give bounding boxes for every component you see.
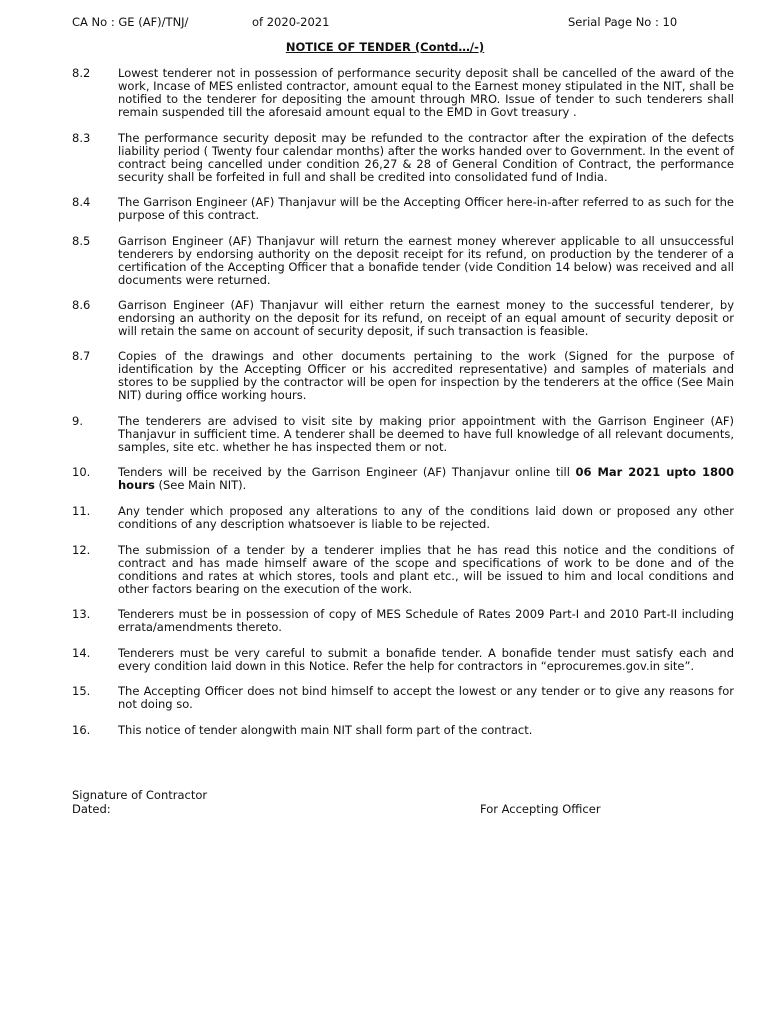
clause-text: Tenderers must be very careful to submit a bonafide tender. A bonafide tender must satisfy each and every condition laid down in this Notice. Refer the help for contractors in “eprocuremes.gov.in site”.: [118, 646, 734, 673]
clause-number: 13.: [72, 607, 91, 621]
dated-label: Dated:: [72, 802, 111, 816]
clause-text: Copies of the drawings and other documents pertaining to the work (Signed for the purpose of identification by the Accepting Officer or his accredited representative) and samples of materials and stores to be supplied by the contractor will be open for inspection by the tenderers at the office (See Main NIT) during office working hours.: [118, 349, 734, 402]
clause-text: The Garrison Engineer (AF) Thanjavur will be the Accepting Officer here-in-after referred to as such for the purpose of this contract.: [118, 195, 734, 222]
clause-text: Lowest tenderer not in possession of performance security deposit shall be cancelled of the award of the work, Incase of MES enlisted contractor, amount equal to the Earnest money stipulated in the NIT, shall be notified to the tenderer for depositing the amount through MRO. Issue of tender to such tenderers shall remain suspended till the aforesaid amount equal to the EMD in Govt treasury .: [118, 66, 734, 119]
page-title: NOTICE OF TENDER (Contd…/-): [285, 40, 485, 54]
contractor-signature-label: Signature of Contractor: [72, 788, 208, 802]
clause-text: Any tender which proposed any alterations to any of the conditions laid down or proposed any other conditions of any description whatsoever is liable to be rejected.: [118, 504, 734, 531]
clause-text: Garrison Engineer (AF) Thanjavur will either return the earnest money to the successful tenderer, by endorsing an authority on the deposit for its refund, on receipt of an equal amount of security deposit or will retain the same on account of security deposit, if such transaction is feasible.: [118, 298, 734, 338]
clause-number: 10.: [72, 465, 91, 479]
clause-number: 11.: [72, 504, 91, 518]
clause-text: The tenderers are advised to visit site by making prior appointment with the Garrison Engineer (AF) Thanjavur in sufficient time. A tenderer shall be deemed to have full knowledge of all relevant documents, samples, site etc. whether he has inspected them or not.: [118, 414, 734, 454]
clause-text-lead: Tenders will be received by the Garrison Engineer (AF) Thanjavur online till: [118, 465, 576, 479]
tender-deadline: 06 Mar 2021 upto 1800 hours: [118, 465, 734, 492]
clause-number: 8.3: [72, 131, 91, 145]
clause-text: [118, 466, 734, 492]
clause-text: This notice of tender alongwith main NIT shall form part of the contract.: [118, 723, 533, 737]
ca-number: CA No : GE (AF)/TNJ/: [72, 15, 189, 29]
clause-number: 8.4: [72, 195, 91, 209]
clause-number: 8.5: [72, 234, 91, 248]
clause-text-tail: (See Main NIT).: [154, 477, 247, 492]
clause-text: Tenderers must be in possession of copy of MES Schedule of Rates 2009 Part-I and 2010 Part-II including errata/amendments thereto.: [118, 607, 734, 634]
serial-page-number: Serial Page No : 10: [568, 15, 678, 29]
accepting-officer-label: For Accepting Officer: [480, 802, 601, 816]
clause-number: 14.: [72, 646, 91, 660]
clause-text: The performance security deposit may be refunded to the contractor after the expiration of the defects liability period ( Twenty four calendar months) after the works handed over to Government. In the event of contract being cancelled under condition 26,27 & 28 of General Condition of Contract, the performance security shall be forfeited in full and shall be credited into consolidated fund of India.: [118, 131, 734, 184]
clause-number: 8.2: [72, 66, 91, 80]
clause-number: 8.7: [72, 349, 91, 363]
contract-year: of 2020-2021: [252, 15, 330, 29]
clause-text: Garrison Engineer (AF) Thanjavur will return the earnest money wherever applicable to all unsuccessful tenderers by endorsing authority on the deposit receipt for its refund, on production by the tenderer of a certification of the Accepting Officer that a bonafide tender (vide Condition 14 below) was received and all documents were returned.: [118, 234, 734, 287]
clause-text: The submission of a tender by a tenderer implies that he has read this notice and the conditions of contract and has made himself aware of the scope and specifications of work to be done and of the conditions and rates at which stores, tools and plant etc., will be issued to him and local conditions and other factors bearing on the execution of the work.: [118, 543, 734, 596]
clause-text: The Accepting Officer does not bind himself to accept the lowest or any tender or to give any reasons for not doing so.: [118, 684, 734, 711]
clause-number: 8.6: [72, 298, 91, 312]
clause-number: 12.: [72, 543, 91, 557]
clause-number: 16.: [72, 723, 91, 737]
clause-number: 9.: [72, 414, 83, 428]
clause-number: 15.: [72, 684, 91, 698]
